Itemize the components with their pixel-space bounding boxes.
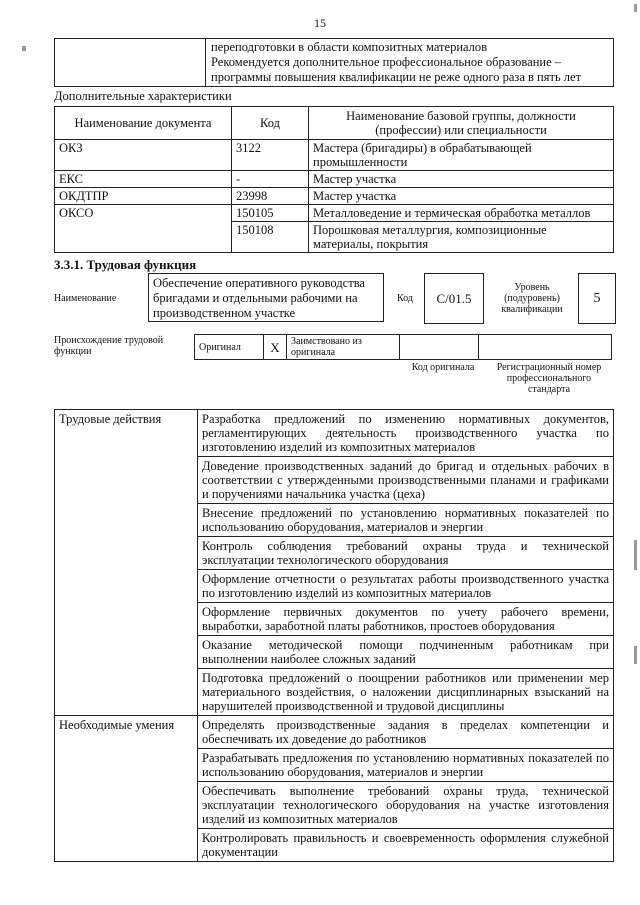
section-title: 3.3.1. Трудовая функция	[54, 257, 197, 272]
level-box: 5	[578, 273, 616, 324]
scan-mark	[634, 4, 637, 12]
code-cell: -	[232, 171, 309, 188]
doc-cell: ОКДТПР	[55, 188, 232, 205]
education-line: переподготовки в области композитных материалов	[211, 40, 488, 54]
education-line: Рекомендуется дополнительное профессиональное образование –	[211, 55, 562, 69]
name-cell: Металловедение и термическая обработка металлов	[309, 205, 614, 222]
labor-actions-label: Трудовые действия	[55, 410, 198, 716]
code-original-caption: Код оригинала	[411, 362, 475, 373]
skill-item: Определять производственные задания в пределах компетенции и обеспечивать их доведение до работников	[198, 716, 614, 749]
level-label: Уровень (подуровень) квалификации	[501, 282, 563, 315]
scan-mark	[634, 540, 637, 570]
empty-cell	[55, 39, 206, 87]
code-cell: 150108	[232, 222, 309, 253]
table-row	[55, 171, 614, 188]
origin-label: Происхождение трудовой функции	[54, 335, 164, 357]
additional-title: Дополнительные характеристики	[54, 89, 232, 103]
required-skills-label: Необходимые умения	[55, 716, 198, 862]
education-continuation-table	[54, 38, 614, 87]
code-cell: 150105	[232, 205, 309, 222]
additional-characteristics-table	[54, 106, 614, 253]
labor-action-item: Подготовка предложений о поощрении работников или применении мер материального воздействия, о наложении дисциплинарных взысканий на нарушителей производственной и трудовой дисциплины	[198, 669, 614, 716]
labor-action-item: Контроль соблюдения требований охраны труда и технической эксплуатации технологического оборудования	[198, 537, 614, 570]
table-row	[55, 205, 614, 222]
education-line: программы повышения квалификации не реже одного раза в пять лет	[211, 70, 582, 84]
borrowed-label-cell: Заимствовано из оригинала	[287, 335, 400, 360]
header-name: Наименование базовой группы, должности (профессии) или специальности	[309, 107, 614, 140]
function-code-box: C/01.5	[424, 273, 484, 324]
page-number: 15	[314, 16, 326, 30]
education-text-cell	[206, 39, 614, 87]
table-row	[55, 716, 614, 749]
function-name-box: Обеспечение оперативного руководства бригадами и отдельными рабочими на производственном участке	[148, 273, 384, 322]
labor-action-item: Доведение производственных заданий до бригад и отдельных рабочих в соответствии с утвержденными производственными планами и графиками и поручениями начальника участка (цеха)	[198, 457, 614, 504]
skill-item: Контролировать правильность и своевременность оформления служебной документации	[198, 829, 614, 862]
header-code: Код	[232, 107, 309, 140]
original-mark-cell: X	[264, 335, 287, 360]
doc-cell: ОКЗ	[55, 140, 232, 171]
code-original-cell	[400, 335, 479, 360]
skill-item: Разрабатывать предложения по установлению нормативных показателей по использованию оборудования, материалов и энергии	[198, 749, 614, 782]
name-cell: Мастер участка	[309, 171, 614, 188]
scan-mark	[22, 46, 26, 51]
original-label-cell: Оригинал	[195, 335, 264, 360]
labor-action-item: Оформление отчетности о результатах работы производственного участка по изготовлению изделий из композитных материалов	[198, 570, 614, 603]
name-cell: Порошковая металлургия, композиционные материалы, покрытия	[309, 222, 614, 253]
labor-action-item: Разработка предложений по изменению нормативных документов, регламентирующих деятельность производственного участка по изготовлению изделий из композитных материалов	[198, 410, 614, 457]
doc-cell: ЕКС	[55, 171, 232, 188]
labor-function-table	[54, 409, 614, 862]
name-cell: Мастер участка	[309, 188, 614, 205]
scan-mark	[634, 646, 637, 664]
doc-cell: ОКСО	[55, 205, 232, 253]
labor-action-item: Оказание методической помощи подчиненным работникам при выполнении наиболее сложных заданий	[198, 636, 614, 669]
labor-action-item: Внесение предложений по установлению нормативных показателей по использованию оборудования, материалов и энергии	[198, 504, 614, 537]
code-label: Код	[397, 293, 413, 304]
table-row	[55, 410, 614, 457]
code-cell: 3122	[232, 140, 309, 171]
table-row	[55, 140, 614, 171]
name-cell: Мастера (бригадиры) в обрабатывающей промышленности	[309, 140, 614, 171]
labor-action-item: Оформление первичных документов по учету рабочего времени, выработки, заработной платы работников, простоев оборудования	[198, 603, 614, 636]
reg-number-caption: Регистрационный номер профессионального стандарта	[496, 362, 602, 395]
header-document: Наименование документа	[55, 107, 232, 140]
skill-item: Обеспечивать выполнение требований охраны труда, технической эксплуатации технологического оборудования на участке изготовления изделий из композитных материалов	[198, 782, 614, 829]
table-row	[55, 188, 614, 205]
name-label: Наименование	[54, 293, 117, 304]
code-cell: 23998	[232, 188, 309, 205]
reg-number-cell	[479, 335, 612, 360]
origin-table	[194, 334, 612, 360]
